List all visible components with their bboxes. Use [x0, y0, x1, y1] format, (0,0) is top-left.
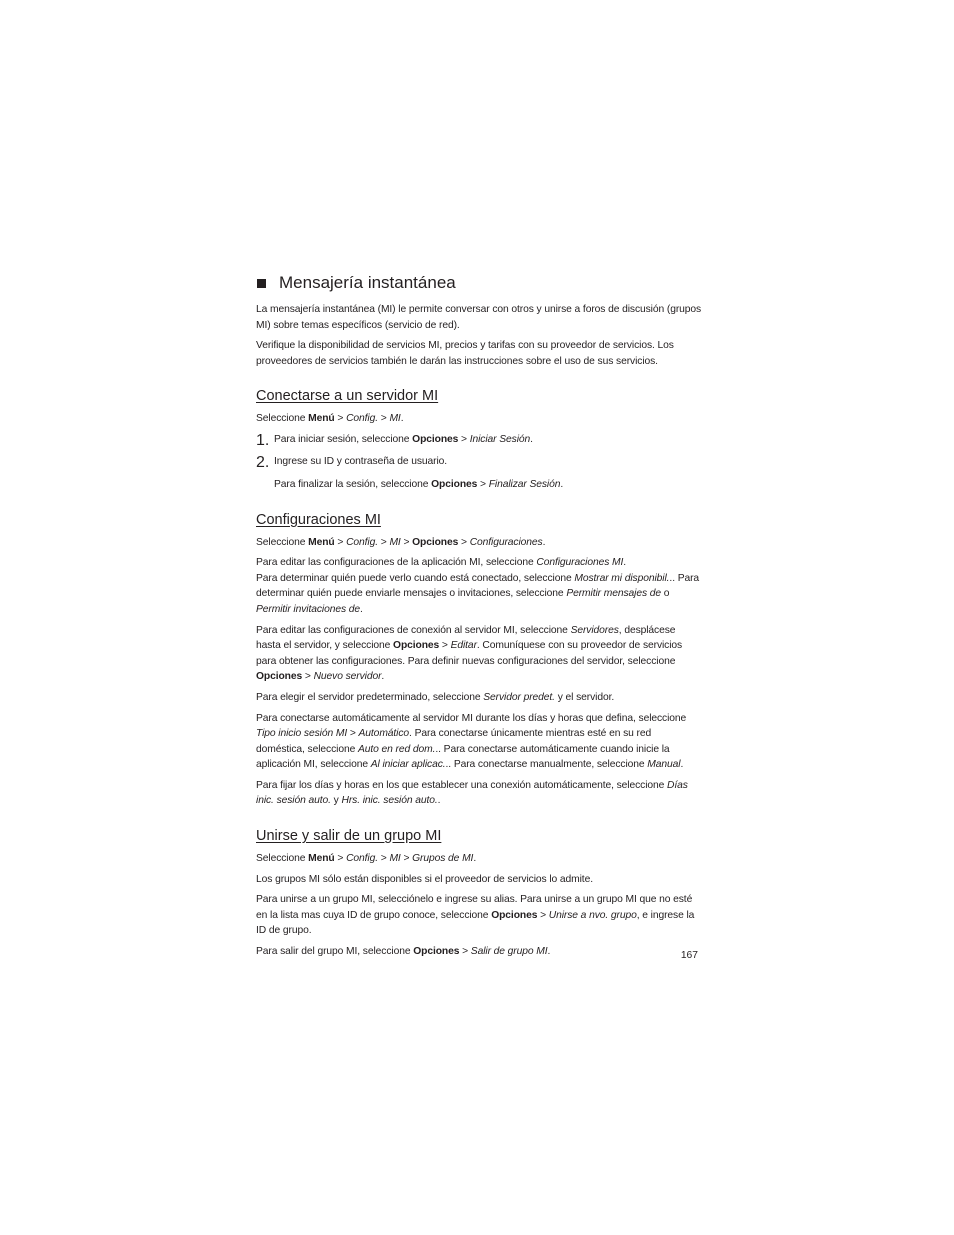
- settings-menu-path: Seleccione Menú > Config. > MI > Opciones > Configuraciones.: [256, 536, 546, 548]
- groups-paragraph-3: Para salir del grupo MI, seleccione Opciones > Salir de grupo MI.: [256, 946, 551, 958]
- page-number: 167: [680, 950, 698, 961]
- groups-menu-path: Seleccione Menú > Config. > MI > Grupos de MI.: [256, 853, 477, 865]
- intro-paragraph-1: La mensajería instantánea (MI) le permite conversar con otros y unirse a foros de discusión (grupos MI) sobre temas específicos (servicio de red).: [256, 304, 702, 331]
- groups-paragraph-2: Para unirse a un grupo MI, selecciónelo e ingrese su alias. Para unirse a un grupo MI que no esté en la lista mas cuya ID de grupo conoce, seleccione Opciones > Unirse a nvo. grupo, e ingrese la ID de grupo.: [256, 894, 695, 937]
- connect-logout-note: Para finalizar la sesión, seleccione Opciones > Finalizar Sesión.: [274, 478, 564, 490]
- document-page: [256, 270, 702, 965]
- groups-paragraph-1: Los grupos MI sólo están disponibles si el proveedor de servicios lo admite.: [256, 873, 593, 885]
- settings-paragraph-3: Para elegir el servidor predeterminado, seleccione Servidor predet. y el servidor.: [256, 691, 615, 703]
- connect-step-2: [256, 454, 702, 472]
- step-text: Para iniciar sesión, seleccione Opciones > Iniciar Sesión.: [274, 433, 533, 445]
- groups-heading: Unirse y salir de un grupo MI: [256, 828, 442, 845]
- section-title: [256, 270, 702, 296]
- settings-heading: Configuraciones MI: [256, 511, 381, 528]
- step-text: Ingrese su ID y contraseña de usuario.: [274, 456, 448, 468]
- connect-menu-path: Seleccione Menú > Config. > MI.: [256, 413, 404, 425]
- step-number: 2.: [256, 454, 270, 472]
- settings-paragraph-1: Para editar las configuraciones de la aplicación MI, seleccione Configuraciones MI. Para determinar quién puede verlo cuando está conectado, seleccione Mostrar mi disponibil... Para determinar quién puede enviarle mensajes o invitaciones, seleccione Permitir mensajes de o Permitir invitaciones de.: [256, 557, 700, 615]
- settings-paragraph-5: Para fijar los días y horas en los que establecer una conexión automáticamente, seleccione Días inic. sesión auto. y Hrs. inic. sesión auto..: [256, 779, 688, 807]
- connect-heading: Conectarse a un servidor MI: [256, 388, 439, 405]
- step-number: 1.: [256, 431, 270, 449]
- settings-paragraph-2: Para editar las configuraciones de conexión al servidor MI, seleccione Servidores, desplácese hasta el servidor, y seleccione Opciones > Editar. Comuníquese con su proveedor de servicios para obtener las configuraciones. Para definir nuevas configuraciones del servidor, seleccione Opciones > Nuevo servidor.: [256, 624, 683, 683]
- intro-paragraph-2: Verifique la disponibilidad de servicios MI, precios y tarifas con su proveedor de servicios. Los proveedores de servicios también le darán las instrucciones sobre el uso de sus servicios.: [256, 340, 674, 367]
- square-bullet-icon: [257, 279, 266, 288]
- section-title-text: Mensajería instantánea: [279, 273, 456, 292]
- settings-paragraph-4: Para conectarse automáticamente al servidor MI durante los días y horas que defina, seleccione Tipo inicio sesión MI > Automático. Para conectarse únicamente mientras esté en su red doméstica, seleccione Auto en red dom... Para conectarse automáticamente cuando inicie la aplicación MI, seleccione Al iniciar aplicac... Para conectarse manualmente, seleccione Manual.: [256, 712, 687, 771]
- connect-step-1: [256, 432, 702, 450]
